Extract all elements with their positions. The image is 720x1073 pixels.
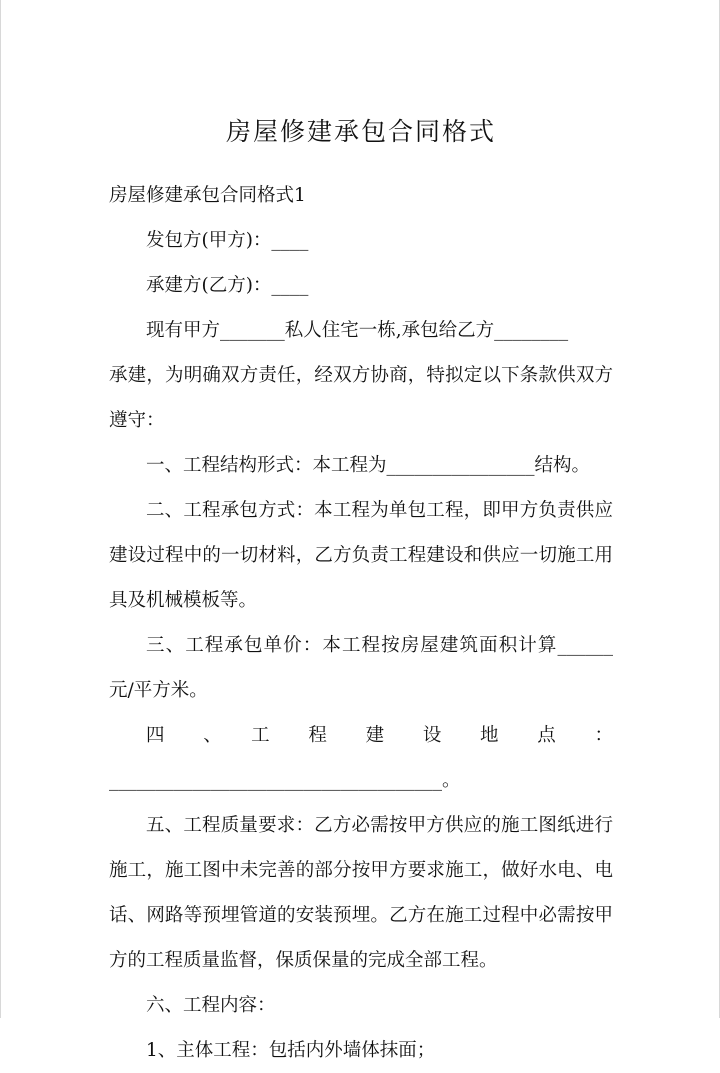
document-title: 房屋修建承包合同格式 xyxy=(225,117,496,146)
clause-6-item-1: 1、主体工程：包括内外墙体抹面； xyxy=(146,1040,436,1061)
intro-paragraph-line1: 现有甲方_______私人住宅一栋,承包给乙方________ xyxy=(146,320,569,341)
clause-6: 六、工程内容： xyxy=(146,995,276,1016)
subtitle-paragraph: 房屋修建承包合同格式1 xyxy=(109,185,306,206)
party-b-line: 承建方(乙方)：____ xyxy=(146,275,309,296)
party-a-line: 发包方(甲方)：____ xyxy=(146,230,309,251)
clause-4-blank: ____________________________________。 xyxy=(109,770,461,791)
clause-3: 三、工程承包单价：本工程按房屋建筑面积计算______元/平方米。 xyxy=(109,635,613,701)
document-body xyxy=(109,173,613,1073)
clause-4-heading: 四 、 工 程 建 设 地 点 ： xyxy=(146,725,613,746)
clause-1: 一、工程结构形式：本工程为________________结构。 xyxy=(146,455,591,476)
clause-5: 五、工程质量要求：乙方必需按甲方供应的施工图纸进行施工，施工图中未完善的部分按甲方要求施工，做好水电、电话、网路等预埋管道的安装预埋。乙方在施工过程中必需按甲方的工程质量监督，保质保量的完成全部工程。 xyxy=(109,815,613,971)
intro-paragraph-line2: 承建，为明确双方责任，经双方协商，特拟定以下条款供双方遵守： xyxy=(109,365,613,431)
clause-2: 二、工程承包方式：本工程为单包工程，即甲方负责供应建设过程中的一切材料，乙方负责工程建设和供应一切施工用具及机械模板等。 xyxy=(109,500,613,611)
